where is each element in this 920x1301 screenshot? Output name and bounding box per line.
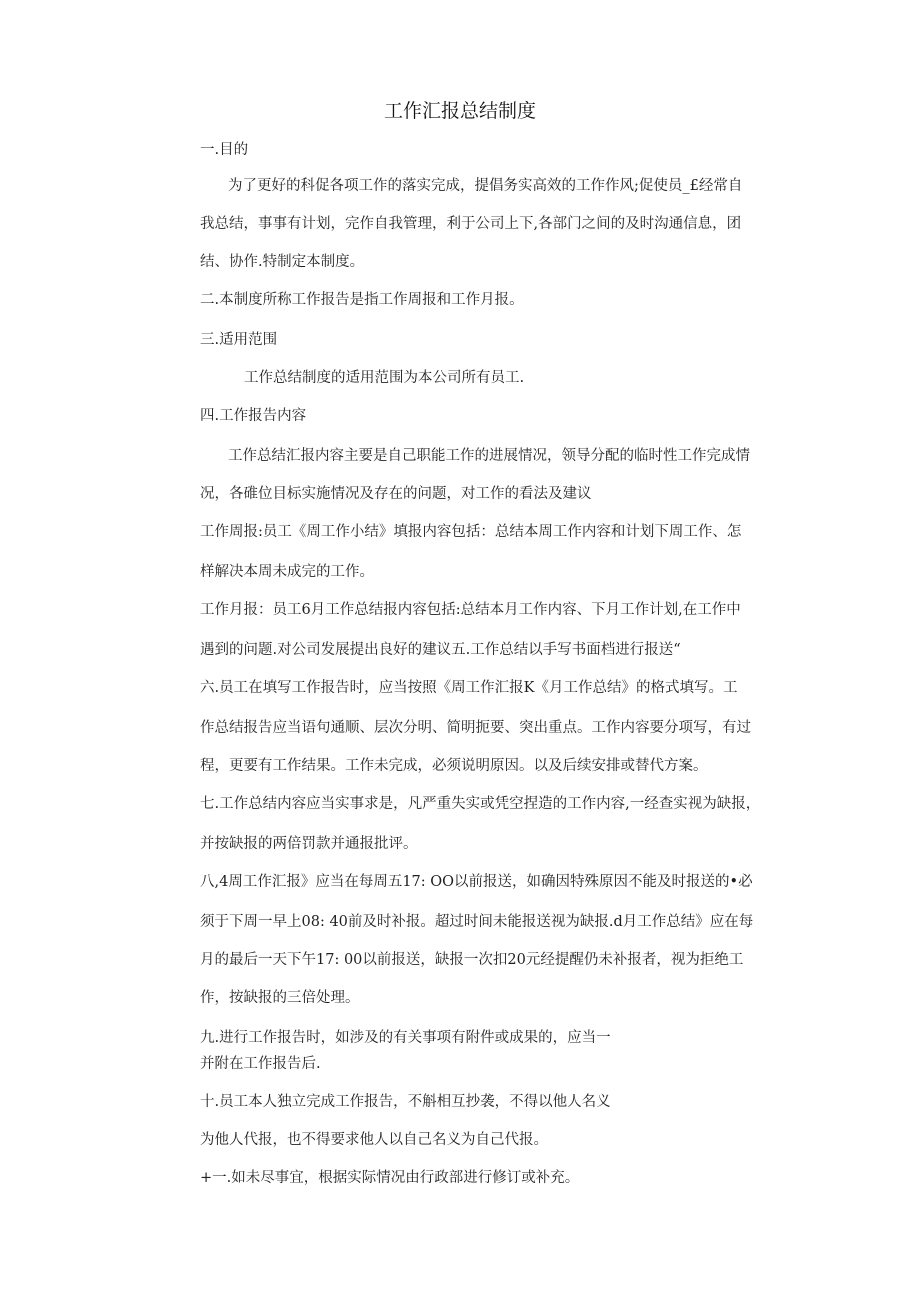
section-8-line: 八,4周工作汇报》应当在每周五17: OO以前报送，如确因特殊原因不能及时报送的•必 bbox=[200, 874, 753, 890]
paragraph-line: 须于下周一早上08: 40前及时补报。超过时间未能报送视为缺报.d月工作总结》应在每 bbox=[200, 914, 754, 930]
paragraph-line: 工作月报：员工6月工作总结报内容包括:总结本月工作内容、下月工作计划,在工作中 bbox=[200, 602, 741, 618]
paragraph-line: 工作总结汇报内容主要是自己职能工作的进展情况，领导分配的临时性工作完成情 bbox=[228, 448, 750, 464]
paragraph-line: 工作周报:员工《周工作小结》填报内容包括：总结本周工作内容和计划下周工作、怎 bbox=[200, 524, 742, 540]
paragraph-line: 程，更要有工作结果。工作未完成，必须说明原因。以及后续安排或替代方案。 bbox=[200, 758, 708, 774]
section-4-heading: 四.工作报告内容 bbox=[200, 408, 307, 424]
section-7-line: 七.工作总结内容应当实事求是，凡严重失实或凭空捏造的工作内容,一经查实视为缺报， bbox=[200, 796, 761, 812]
section-3-heading: 三.适用范围 bbox=[200, 332, 278, 348]
paragraph-line: 样解决本周未成完的工作。 bbox=[200, 564, 374, 580]
paragraph-line: 结、协作.特制定本制度。 bbox=[200, 254, 365, 270]
paragraph-line: 遇到的问题.对公司发展提出良好的建议五.工作总结以手写书面档进行报送“ bbox=[200, 642, 681, 658]
section-2-line: 二.本制度所称工作报告是指工作周报和工作月报。 bbox=[200, 292, 524, 308]
section-9-line: 九.进行工作报告时，如涉及的有关事项有附件或成果的，应当一 bbox=[200, 1030, 611, 1046]
paragraph-line: 为了更好的科促各项工作的落实完成，提倡务实高效的工作作风;促使员_£经常自 bbox=[228, 178, 743, 194]
paragraph-line: 作，按缺报的三倍处理。 bbox=[200, 990, 360, 1006]
paragraph-line: 作总结报告应当语句通顺、层次分明、简明扼要、突出重点。工作内容要分项写，有过 bbox=[200, 720, 751, 736]
paragraph-line: 并附在工作报告后. bbox=[200, 1056, 321, 1072]
paragraph-line: 况，各碓位目标实施情况及存在的问题，对工作的看法及建议 bbox=[200, 486, 592, 502]
section-1-heading: 一.目的 bbox=[200, 142, 249, 158]
section-11-line: +一.如未尽事宜，根据实际情况由行政部进行修订或补充。 bbox=[200, 1170, 580, 1186]
paragraph-line: 月的最后一天下午17: 00以前报送，缺报一次扣20元经提醒仍未补报者，视为拒绝工 bbox=[200, 952, 744, 968]
paragraph-line: 为他人代报，也不得要求他人以自己名义为自己代报。 bbox=[200, 1132, 548, 1148]
section-6-line: 六.员工在填写工作报告时，应当按照《周工作汇报K《月工作总结》的格式填写。工 bbox=[200, 680, 738, 696]
section-10-line: 十.员工本人独立完成工作报告，不斛相互抄袭，不得以他人名义 bbox=[200, 1094, 611, 1110]
document-title: 工作汇报总结制度 bbox=[383, 100, 536, 122]
paragraph-line: 工作总结制度的适用范围为本公司所有员工. bbox=[244, 370, 525, 386]
paragraph-line: 并按缺报的两倍罚款并通报批评。 bbox=[200, 836, 418, 852]
paragraph-line: 我总结，事事有计划，完作自我管理，利于公司上下,各部门之间的及时沟通信息，团 bbox=[200, 216, 742, 232]
